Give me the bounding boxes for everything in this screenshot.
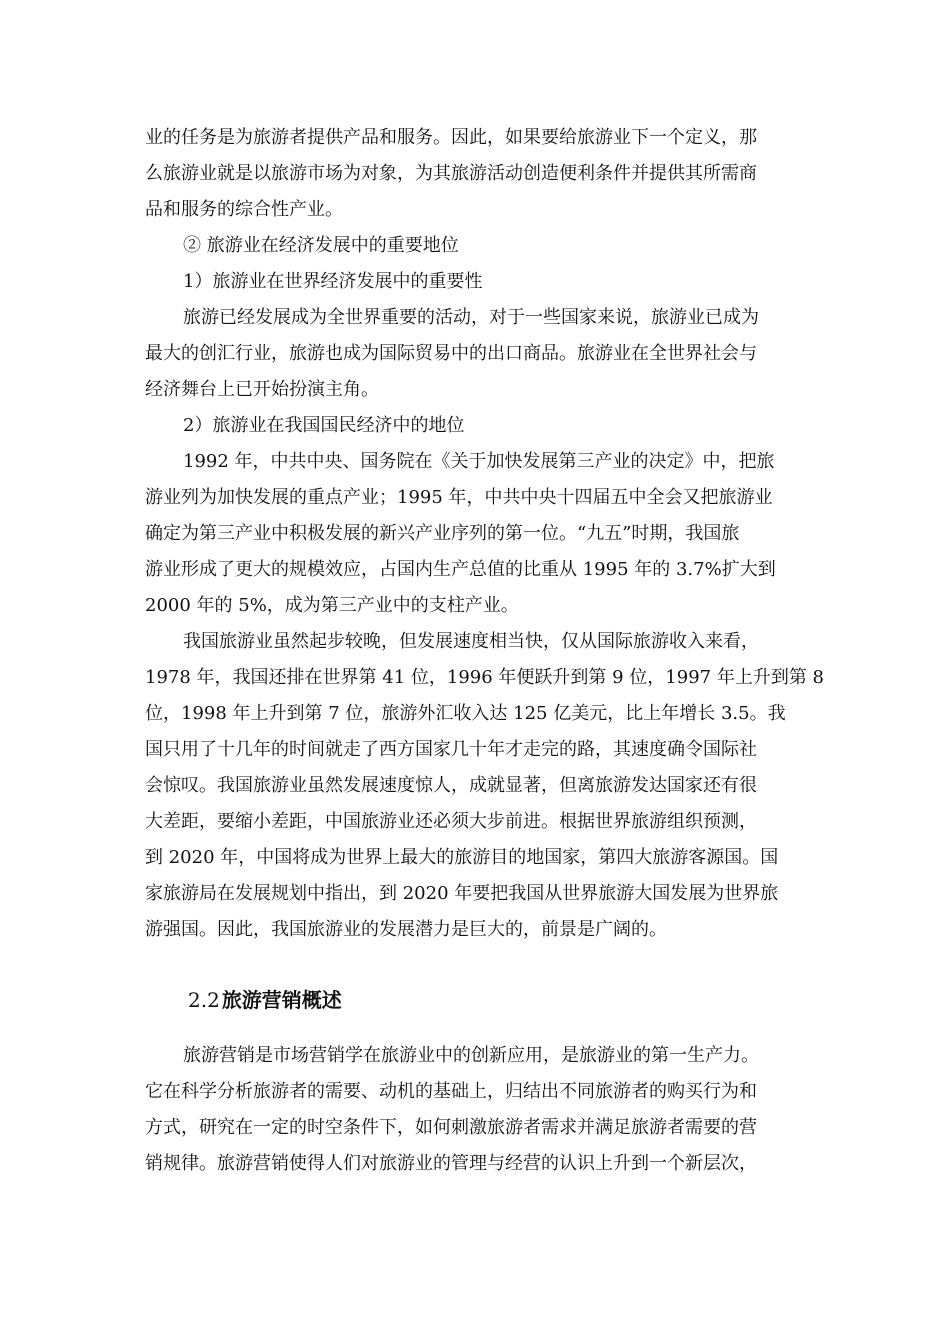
- text-line: 会惊叹。我国旅游业虽然发展速度惊人，成就显著，但离旅游发达国家还有很: [145, 775, 757, 796]
- text-line: 旅游已经发展成为全世界重要的活动，对于一些国家来说，旅游业已成为: [183, 307, 759, 328]
- text-line: 它在科学分析旅游者的需要、动机的基础上，归结出不同旅游者的购买行为和: [145, 1081, 757, 1102]
- text-line: 品和服务的综合性产业。: [145, 199, 343, 220]
- text-line: 游业列为加快发展的重点产业；1995 年，中共中央十四届五中全会又把旅游业: [145, 487, 773, 508]
- text-line: 1992 年，中共中央、国务院在《关于加快发展第三产业的决定》中，把旅: [183, 451, 775, 472]
- text-line: 我国旅游业虽然起步较晚，但发展速度相当快，仅从国际旅游收入来看，: [183, 631, 759, 652]
- section-heading: [188, 984, 342, 1016]
- text-line: 旅游营销是市场营销学在旅游业中的创新应用，是旅游业的第一生产力。: [183, 1045, 759, 1066]
- text-line: 家旅游局在发展规划中指出，到 2020 年要把我国从世界旅游大国发展为世界旅: [145, 883, 779, 904]
- subheading-line: ② 旅游业在经济发展中的重要地位: [183, 235, 459, 256]
- text-line: 确定为第三产业中积极发展的新兴产业序列的第一位。“九五”时期，我国旅: [145, 523, 740, 544]
- section-title: 旅游营销概述: [221, 988, 342, 1012]
- text-line: 业的任务是为旅游者提供产品和服务。因此，如果要给旅游业下一个定义，那: [145, 127, 757, 148]
- text-line: 最大的创汇行业，旅游也成为国际贸易中的出口商品。旅游业在全世界社会与: [145, 343, 757, 364]
- text-line: 大差距，要缩小差距，中国旅游业还必须大步前进。根据世界旅游组织预测，: [145, 811, 757, 832]
- text-line: 到 2020 年，中国将成为世界上最大的旅游目的地国家，第四大旅游客源国。国: [145, 847, 779, 868]
- text-line: 2000 年的 5%，成为第三产业中的支柱产业。: [145, 595, 519, 616]
- text-line: 位，1998 年上升到第 7 位，旅游外汇收入达 125 亿美元，比上年增长 3.5。我: [145, 703, 786, 724]
- subheading-line: 1）旅游业在世界经济发展中的重要性: [183, 271, 483, 292]
- text-line: 方式，研究在一定的时空条件下，如何刺激旅游者需求并满足旅游者需要的营: [145, 1117, 757, 1138]
- section-number: 2.2: [188, 988, 220, 1012]
- text-line: 么旅游业就是以旅游市场为对象，为其旅游活动创造便利条件并提供其所需商: [145, 163, 757, 184]
- subheading-line: 2）旅游业在我国国民经济中的地位: [183, 415, 465, 436]
- text-line: 销规律。旅游营销使得人们对旅游业的管理与经营的认识上升到一个新层次，: [145, 1153, 757, 1174]
- section-text-block: [145, 1038, 805, 1182]
- text-line: 游强国。因此，我国旅游业的发展潜力是巨大的，前景是广阔的。: [145, 919, 667, 940]
- text-line: 国只用了十几年的时间就走了西方国家几十年才走完的路，其速度确令国际社: [145, 739, 757, 760]
- body-text-block: [145, 120, 825, 948]
- text-line: 经济舞台上已开始扮演主角。: [145, 379, 379, 400]
- text-line: 游业形成了更大的规模效应，占国内生产总值的比重从 1995 年的 3.7%扩大到: [145, 559, 776, 580]
- text-line: 1978 年，我国还排在世界第 41 位，1996 年便跃升到第 9 位，1997 年上升到第 8: [145, 667, 825, 688]
